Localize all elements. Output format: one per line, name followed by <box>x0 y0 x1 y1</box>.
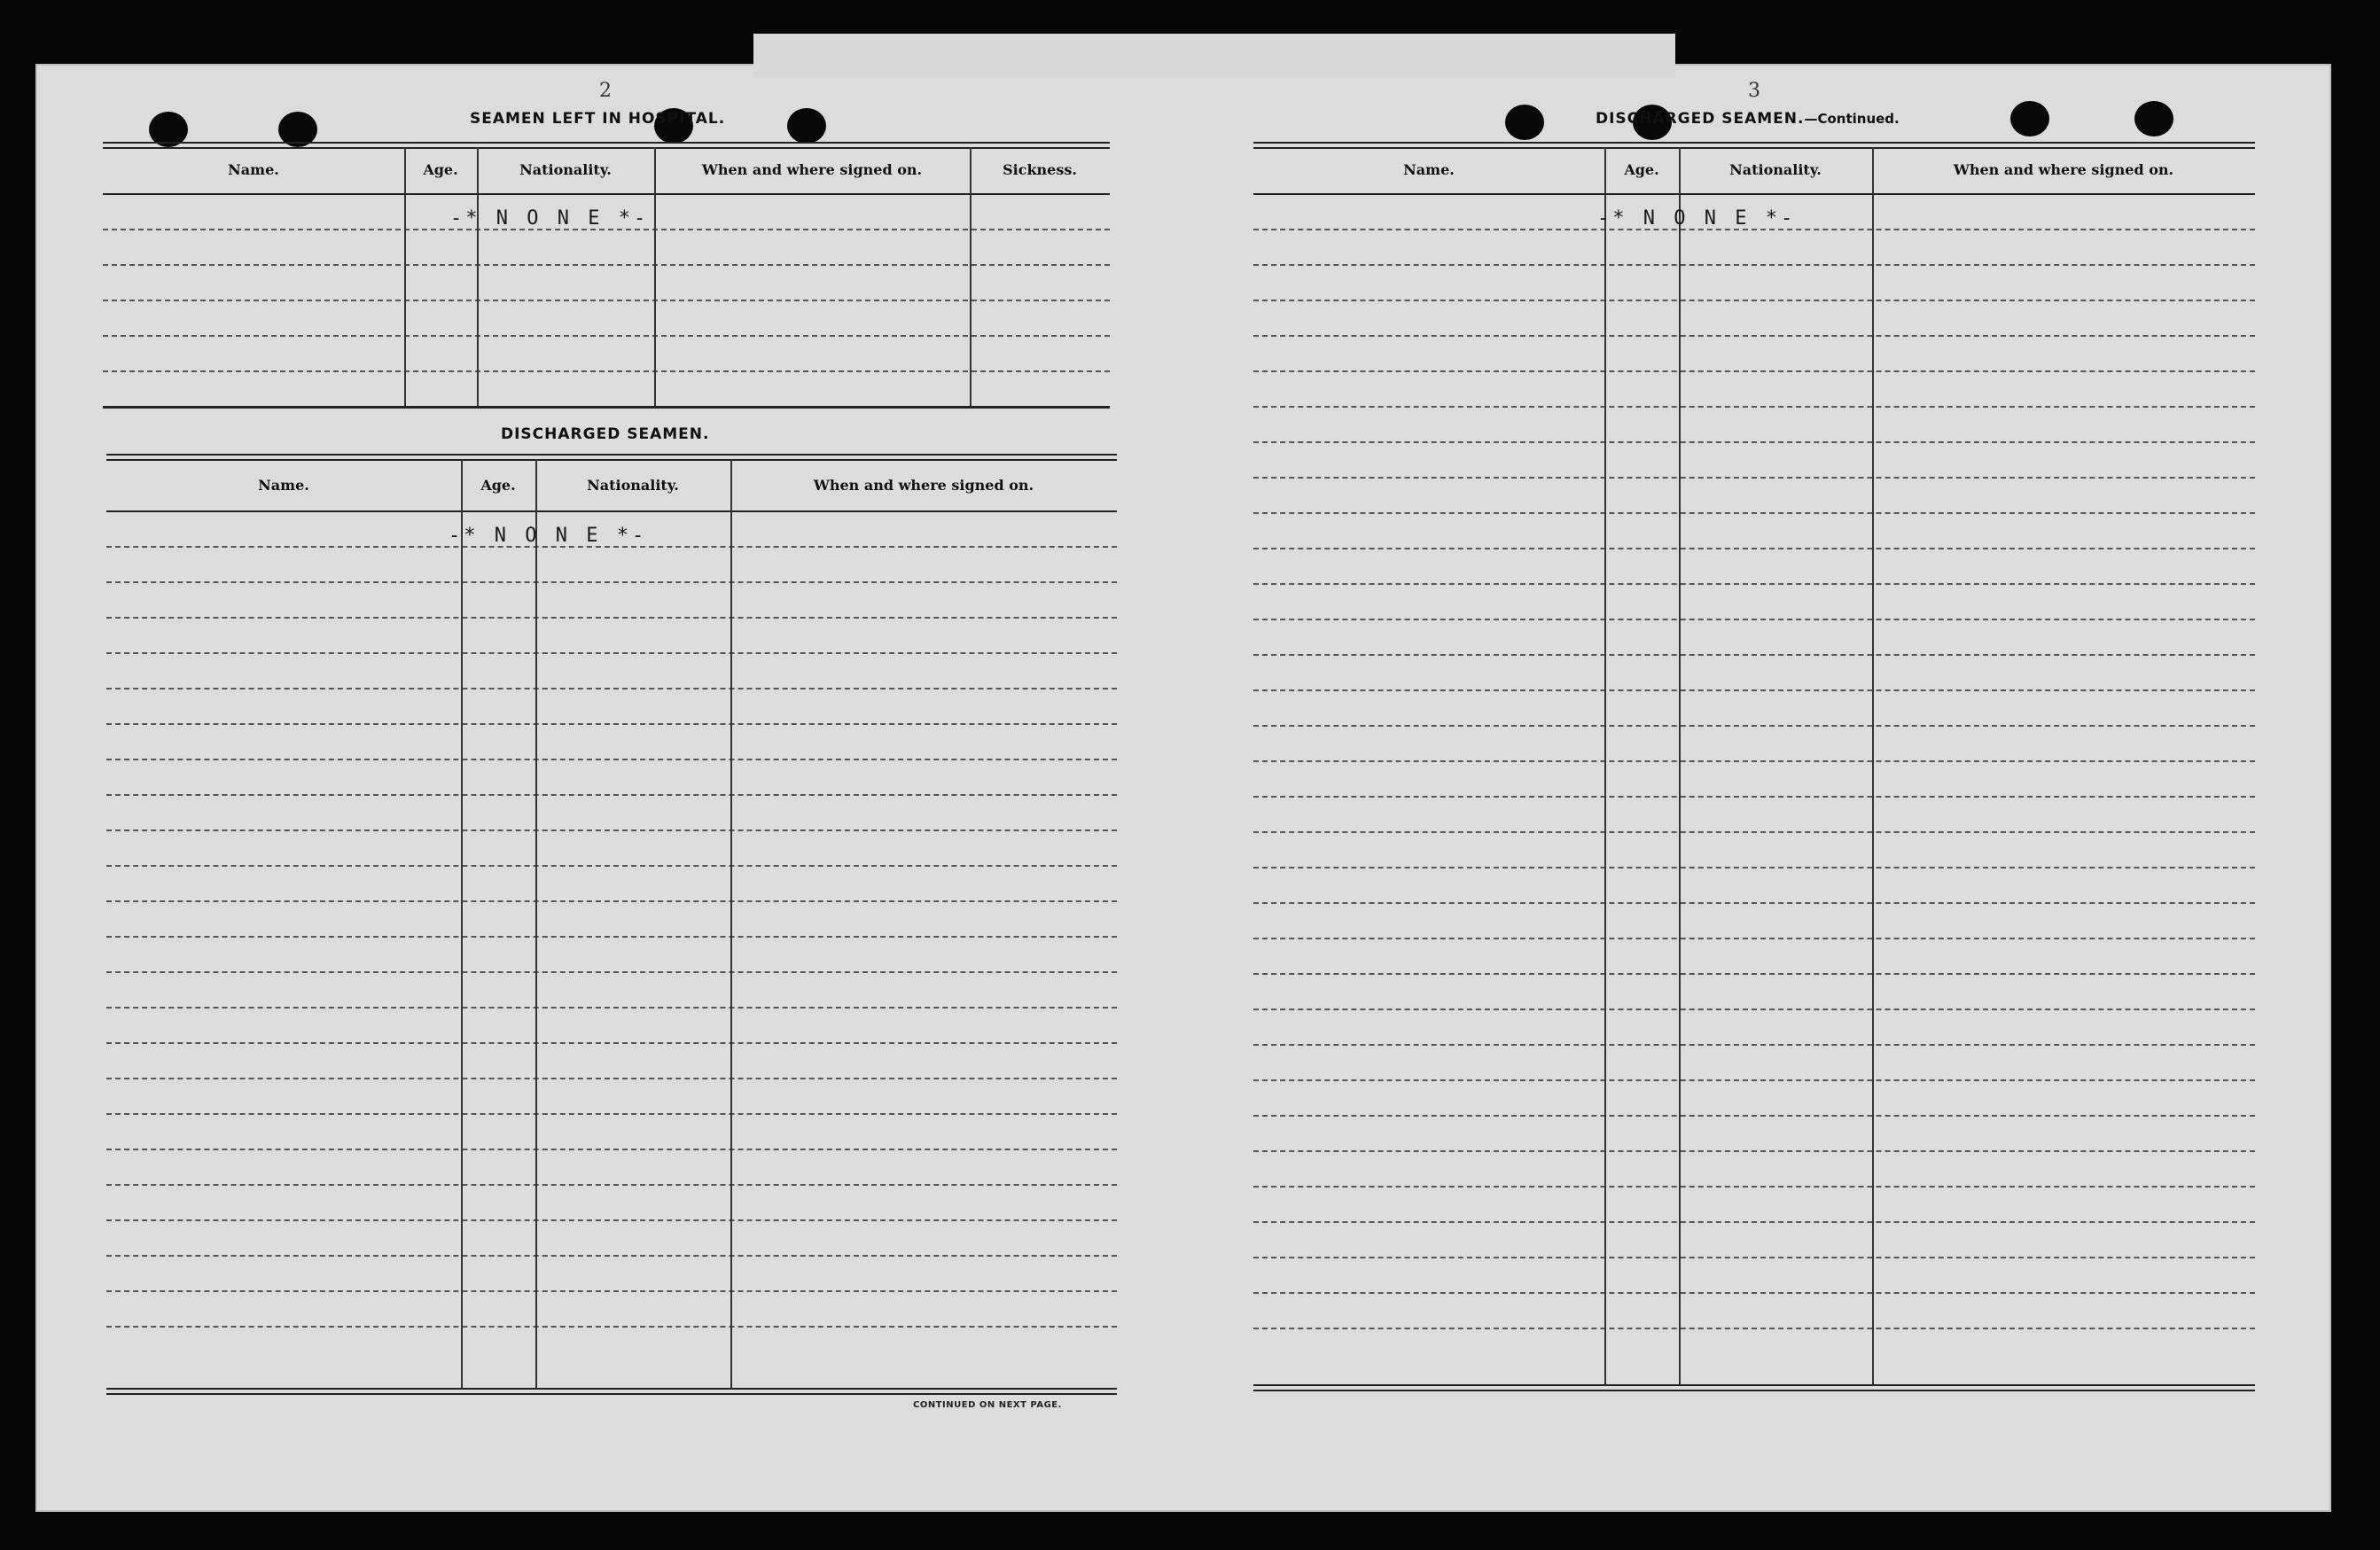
none-entry: -* N O N E *- <box>450 207 650 230</box>
column-header-age: Age. <box>423 161 458 178</box>
hospital-section-title: SEAMEN LEFT IN HOSPITAL. <box>470 110 726 128</box>
column-header-name: Name. <box>1403 161 1455 178</box>
column-header-age: Age. <box>480 477 516 494</box>
column-header-nationality: Nationality. <box>1729 161 1822 178</box>
column-header-signed-on: When and where signed on. <box>1953 161 2174 178</box>
column-header-signed-on: When and where signed on. <box>701 161 923 178</box>
column-header-nationality: Nationality. <box>587 477 679 494</box>
discharged-continued-title <box>1596 110 1900 128</box>
none-entry: -* N O N E *- <box>449 525 648 547</box>
hospital-table <box>103 142 1110 412</box>
punch-hole <box>787 108 826 144</box>
column-header-nationality: Nationality. <box>519 161 612 178</box>
page-number-left: 2 <box>599 80 612 102</box>
punch-hole <box>2010 101 2049 136</box>
continued-footer: CONTINUED ON NEXT PAGE. <box>913 1400 1062 1410</box>
column-header-signed-on: When and where signed on. <box>813 477 1034 494</box>
continued-suffix: —Continued. <box>1804 111 1900 127</box>
column-header-name: Name. <box>258 477 309 494</box>
page-number-right: 3 <box>1748 80 1760 102</box>
none-entry: -* N O N E *- <box>1597 207 1797 230</box>
column-header-age: Age. <box>1624 161 1659 178</box>
punch-hole <box>2134 101 2173 136</box>
punch-hole <box>1505 105 1544 140</box>
column-header-name: Name. <box>228 161 279 178</box>
discharged-section-title: DISCHARGED SEAMEN. <box>501 425 710 443</box>
discharged-table-right <box>1253 142 2255 1397</box>
discharged-title-text: DISCHARGED SEAMEN. <box>1596 110 1805 128</box>
discharged-table-left <box>106 454 1117 1397</box>
paper-tab <box>753 34 1675 78</box>
column-header-sickness: Sickness. <box>1003 161 1077 178</box>
